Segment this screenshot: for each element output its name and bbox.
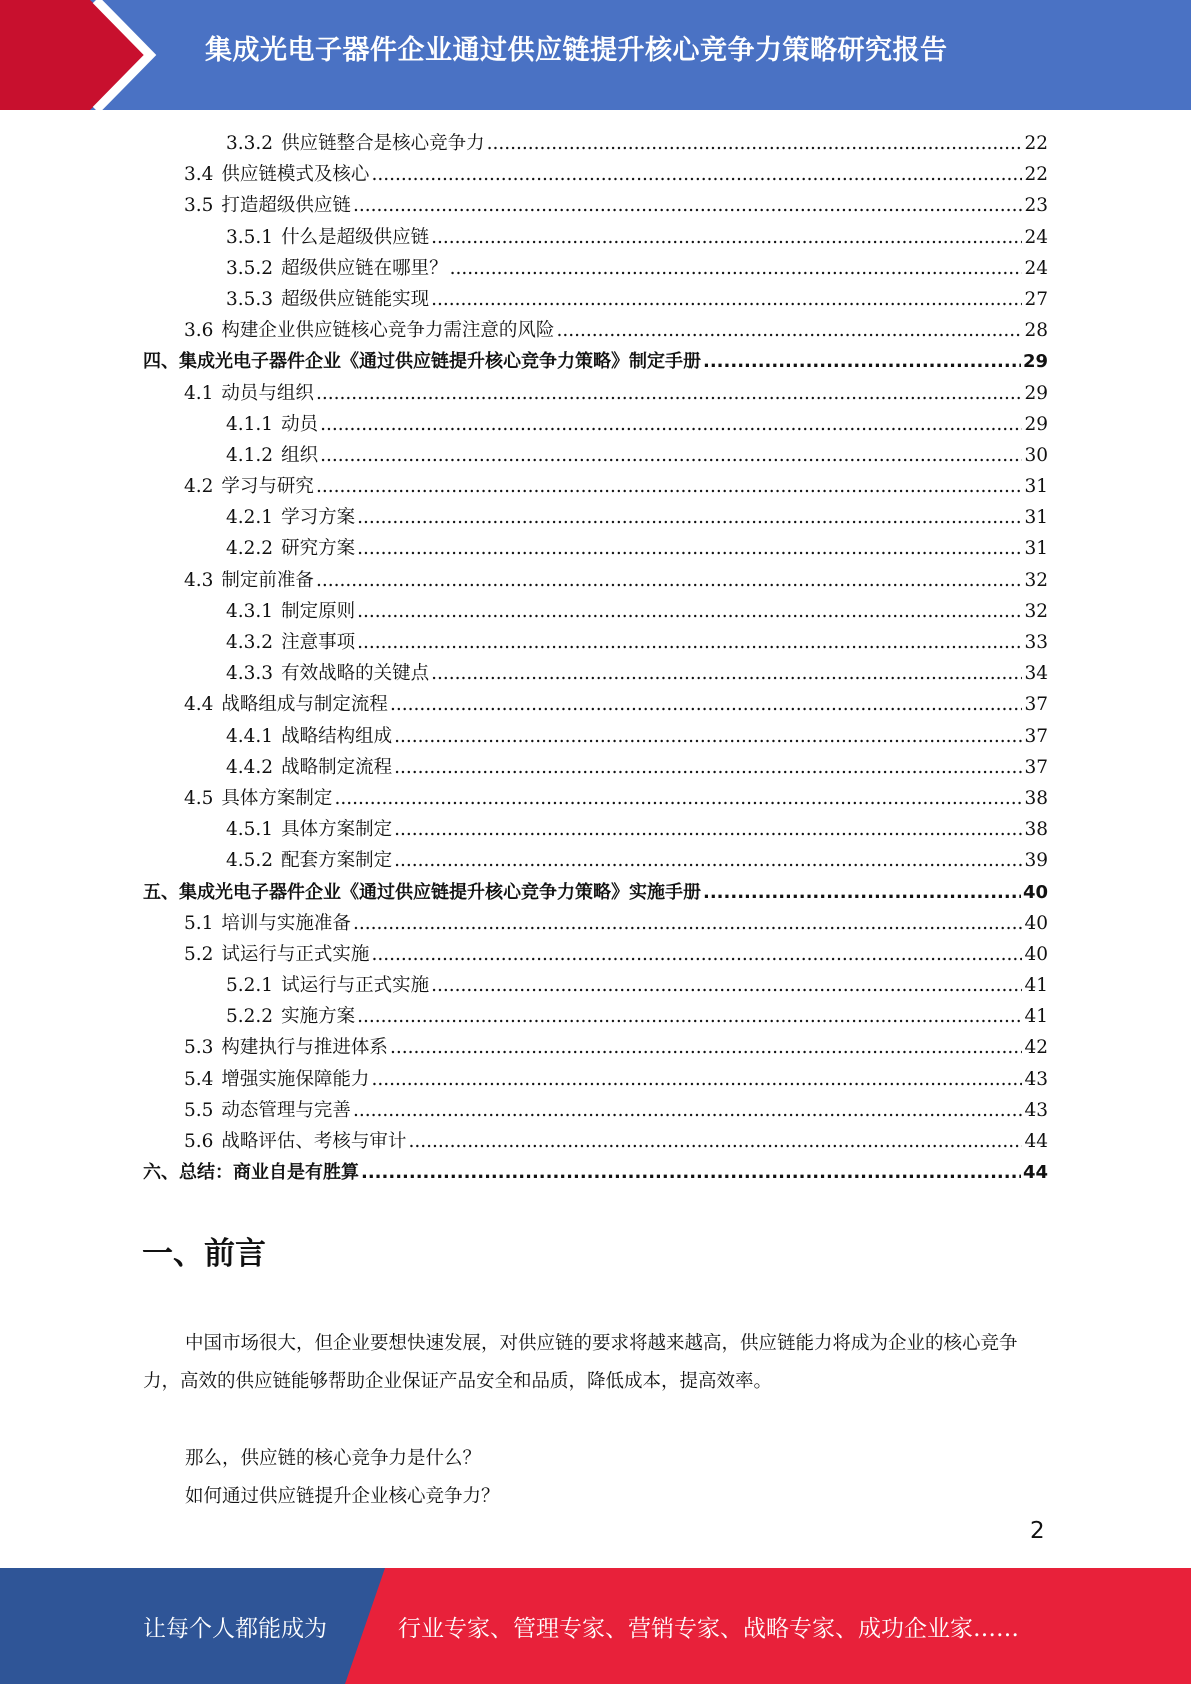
intro-paragraph: 中国市场很大，但企业要想快速发展，对供应链的要求将越来越高，供应链能力将成为企业的核心竞争力，高效的供应链能够帮助企业保证产品安全和品质，降低成本，提高效率。 — [143, 1333, 1018, 1392]
toc-entry-number: 4.5 — [184, 787, 214, 809]
toc-entry-number: 4.3 — [184, 569, 214, 591]
toc-page-number: 29 — [1024, 413, 1048, 435]
toc-entry-number: 3.6 — [184, 320, 214, 342]
toc-entry-number: 4.4 — [184, 694, 214, 716]
toc-entry[interactable] — [143, 845, 1048, 876]
toc-page-number: 37 — [1024, 694, 1048, 716]
toc-entry-title: 动态管理与完善 — [221, 1099, 351, 1121]
toc-entry-title: 战略评估、考核与审计 — [221, 1131, 407, 1152]
toc-leader-dots — [431, 222, 1022, 253]
toc-page-number: 38 — [1024, 787, 1048, 809]
toc-entry-title: 培训与实施准备 — [221, 912, 351, 934]
footer-slogan-left: 让每个人都能成为 — [143, 1616, 327, 1642]
toc-entry-number: 4.3.2 — [226, 632, 274, 653]
question-line: 如何通过供应链提升企业核心竞争力？ — [185, 1486, 500, 1507]
toc-leader-dots — [371, 939, 1022, 970]
toc-entry-title: 构建执行与推进体系 — [221, 1037, 388, 1059]
toc-entry-title: 什么是超级供应链 — [281, 226, 430, 248]
toc-entry-title: 具体方案制定 — [221, 787, 333, 809]
question-line: 那么，供应链的核心竞争力是什么？ — [185, 1448, 482, 1469]
toc-entry-title: 构建企业供应链核心竞争力需注意的风险 — [221, 320, 555, 342]
toc-entry-title: 打造超级供应链 — [221, 195, 351, 217]
toc-leader-dots — [394, 814, 1022, 845]
toc-entry-title: 超级供应链在哪里？ — [281, 257, 448, 279]
toc-entry-number: 5.2.1 — [226, 975, 274, 997]
toc-page-number: 44 — [1022, 1162, 1048, 1184]
toc-leader-dots — [353, 908, 1023, 939]
toc-leader-dots — [487, 128, 1023, 159]
toc-page-number: 40 — [1022, 881, 1048, 903]
toc-entry[interactable] — [143, 1095, 1048, 1126]
toc-entry-number: 5.2 — [184, 943, 214, 965]
toc-entry-title: 供应链整合是核心竞争力 — [281, 133, 485, 154]
toc-page-number: 29 — [1022, 351, 1048, 373]
toc-entry[interactable] — [143, 565, 1048, 596]
toc-leader-dots — [394, 721, 1022, 752]
toc-entry[interactable] — [143, 502, 1048, 533]
toc-entry-number: 4.1 — [184, 382, 214, 404]
toc-page-number: 27 — [1024, 288, 1048, 310]
page-footer — [0, 1568, 1191, 1684]
toc-leader-dots — [353, 1095, 1023, 1126]
toc-entry-title: 实施方案 — [281, 1006, 356, 1028]
toc-entry-title: 有效战略的关键点 — [281, 663, 430, 685]
toc-entry-title: 配套方案制定 — [281, 850, 393, 872]
toc-leader-dots — [450, 253, 1023, 284]
toc-page-number: 22 — [1024, 133, 1048, 154]
toc-page-number: 24 — [1024, 226, 1048, 248]
toc-entry[interactable] — [143, 409, 1048, 440]
toc-leader-dots — [357, 627, 1022, 658]
toc-entry[interactable] — [143, 1064, 1048, 1095]
toc-leader-dots — [316, 378, 1023, 409]
toc-entry[interactable] — [143, 378, 1048, 409]
toc-entry[interactable] — [143, 1032, 1048, 1063]
toc-page-number: 23 — [1024, 195, 1048, 217]
toc-leader-dots — [390, 1032, 1023, 1063]
toc-entry-title: 战略制定流程 — [281, 756, 393, 778]
page-number: 2 — [1030, 1518, 1045, 1544]
toc-entry[interactable] — [143, 596, 1048, 627]
toc-entry-number: 3.5.2 — [226, 257, 274, 279]
toc-leader-dots — [431, 970, 1022, 1001]
toc-leader-dots — [703, 346, 1021, 377]
toc-entry-number: 5.4 — [184, 1068, 214, 1090]
toc-entry-number: 3.3.2 — [226, 133, 274, 154]
toc-leader-dots — [371, 159, 1022, 190]
toc-entry-number: 4.5.1 — [226, 819, 274, 841]
toc-entry-title: 四、集成光电子器件企业《通过供应链提升核心竞争力策略》制定手册 — [143, 351, 701, 373]
toc-entry[interactable] — [143, 346, 1048, 377]
toc-entry-number: 4.4.2 — [226, 756, 274, 778]
toc-page-number: 37 — [1024, 725, 1048, 747]
toc-leader-dots — [357, 502, 1022, 533]
toc-entry[interactable] — [143, 533, 1048, 564]
toc-page-number: 22 — [1024, 164, 1048, 186]
toc-page-number: 39 — [1024, 850, 1048, 872]
toc-entry-number: 4.2.1 — [226, 507, 274, 529]
toc-leader-dots — [334, 783, 1022, 814]
table-of-contents — [143, 128, 1048, 1188]
toc-entry-number: 4.1.1 — [226, 413, 274, 435]
toc-entry[interactable] — [143, 814, 1048, 845]
toc-entry[interactable] — [143, 752, 1048, 783]
toc-leader-dots — [316, 471, 1023, 502]
toc-leader-dots — [353, 190, 1023, 221]
toc-page-number: 41 — [1024, 1006, 1048, 1028]
toc-page-number: 37 — [1024, 756, 1048, 778]
toc-leader-dots — [390, 689, 1023, 720]
toc-page-number: 31 — [1024, 507, 1048, 529]
toc-entry[interactable] — [143, 128, 1048, 159]
toc-entry-title: 增强实施保障能力 — [221, 1068, 370, 1090]
toc-entry-title: 研究方案 — [281, 538, 356, 560]
toc-entry-title: 动员 — [281, 413, 319, 435]
toc-entry-number: 4.1.2 — [226, 444, 274, 466]
toc-entry-number: 3.5 — [184, 195, 214, 217]
toc-entry[interactable] — [143, 970, 1048, 1001]
toc-leader-dots — [394, 845, 1022, 876]
toc-page-number: 29 — [1024, 382, 1048, 404]
toc-entry-number: 5.5 — [184, 1099, 214, 1121]
toc-page-number: 40 — [1024, 912, 1048, 934]
toc-entry-number: 3.5.1 — [226, 226, 274, 248]
toc-leader-dots — [556, 315, 1022, 346]
toc-entry[interactable] — [143, 783, 1048, 814]
toc-entry-title: 学习与研究 — [221, 476, 314, 498]
toc-entry-number: 4.2.2 — [226, 538, 274, 560]
toc-page-number: 33 — [1024, 632, 1048, 653]
toc-page-number: 31 — [1024, 476, 1048, 498]
toc-leader-dots — [357, 533, 1022, 564]
toc-page-number: 41 — [1024, 975, 1048, 997]
toc-entry[interactable] — [143, 877, 1048, 908]
toc-leader-dots — [371, 1064, 1022, 1095]
page-header — [0, 0, 1191, 110]
toc-entry[interactable] — [143, 190, 1048, 221]
toc-entry-title: 制定原则 — [281, 600, 356, 622]
toc-entry-title: 组织 — [281, 444, 319, 466]
toc-entry[interactable] — [143, 721, 1048, 752]
toc-leader-dots — [361, 1157, 1021, 1188]
toc-entry-number: 5.2.2 — [226, 1006, 274, 1028]
toc-entry[interactable] — [143, 159, 1048, 190]
toc-entry[interactable] — [143, 658, 1048, 689]
toc-entry-title: 六、总结：商业自是有胜算 — [143, 1162, 359, 1184]
toc-page-number: 28 — [1024, 320, 1048, 342]
toc-entry[interactable] — [143, 1157, 1048, 1188]
toc-entry[interactable] — [143, 627, 1048, 658]
toc-page-number: 43 — [1024, 1099, 1048, 1121]
toc-entry-title: 注意事项 — [281, 632, 356, 653]
toc-entry-title: 五、集成光电子器件企业《通过供应链提升核心竞争力策略》实施手册 — [143, 881, 701, 903]
toc-page-number: 43 — [1024, 1068, 1048, 1090]
toc-page-number: 32 — [1024, 569, 1048, 591]
toc-entry-title: 动员与组织 — [221, 382, 314, 404]
toc-entry[interactable] — [143, 939, 1048, 970]
toc-leader-dots — [408, 1126, 1022, 1157]
toc-entry-title: 学习方案 — [281, 507, 356, 529]
toc-entry[interactable] — [143, 1126, 1048, 1157]
toc-entry[interactable] — [143, 284, 1048, 315]
toc-entry-title: 战略组成与制定流程 — [221, 694, 388, 716]
toc-entry-number: 4.4.1 — [226, 725, 274, 747]
toc-entry-title: 制定前准备 — [221, 569, 314, 591]
toc-page-number: 42 — [1024, 1037, 1048, 1059]
toc-entry-number: 3.5.3 — [226, 288, 274, 310]
toc-entry[interactable] — [143, 222, 1048, 253]
toc-page-number: 40 — [1024, 943, 1048, 965]
toc-leader-dots — [431, 284, 1022, 315]
toc-page-number: 31 — [1024, 538, 1048, 560]
toc-entry-number: 3.4 — [184, 164, 214, 186]
toc-leader-dots — [316, 565, 1023, 596]
toc-leader-dots — [320, 440, 1022, 471]
toc-page-number: 44 — [1024, 1131, 1048, 1152]
toc-page-number: 32 — [1024, 600, 1048, 622]
toc-leader-dots — [394, 752, 1022, 783]
toc-entry-number: 4.2 — [184, 476, 214, 498]
toc-entry-number: 4.3.1 — [226, 600, 274, 622]
toc-page-number: 24 — [1024, 257, 1048, 279]
toc-entry-title: 供应链模式及核心 — [221, 164, 370, 186]
toc-entry-title: 具体方案制定 — [281, 819, 393, 841]
toc-entry-number: 4.5.2 — [226, 850, 274, 872]
toc-entry-number: 4.3.3 — [226, 663, 274, 685]
toc-leader-dots — [320, 409, 1022, 440]
section-heading: 一、前言 — [142, 1236, 266, 1272]
toc-leader-dots — [357, 1001, 1022, 1032]
toc-entry[interactable] — [143, 689, 1048, 720]
toc-entry[interactable] — [143, 471, 1048, 502]
toc-entry[interactable] — [143, 253, 1048, 284]
toc-entry[interactable] — [143, 315, 1048, 346]
toc-entry-number: 5.3 — [184, 1037, 214, 1059]
toc-leader-dots — [703, 877, 1021, 908]
toc-page-number: 38 — [1024, 819, 1048, 841]
toc-entry-number: 5.1 — [184, 912, 214, 934]
toc-entry-title: 试运行与正式实施 — [221, 943, 370, 965]
toc-entry-title: 试运行与正式实施 — [281, 975, 430, 997]
toc-page-number: 30 — [1024, 444, 1048, 466]
toc-entry-title: 战略结构组成 — [281, 725, 393, 747]
report-title: 集成光电子器件企业通过供应链提升核心竞争力策略研究报告 — [205, 35, 948, 66]
toc-leader-dots — [357, 596, 1022, 627]
toc-entry-number: 5.6 — [184, 1131, 214, 1152]
footer-slogan-right: 行业专家、管理专家、营销专家、战略专家、成功企业家…… — [398, 1616, 1019, 1642]
toc-leader-dots — [431, 658, 1022, 689]
toc-entry[interactable] — [143, 908, 1048, 939]
toc-entry[interactable] — [143, 1001, 1048, 1032]
toc-entry[interactable] — [143, 440, 1048, 471]
toc-page-number: 34 — [1024, 663, 1048, 685]
toc-entry-title: 超级供应链能实现 — [281, 288, 430, 310]
